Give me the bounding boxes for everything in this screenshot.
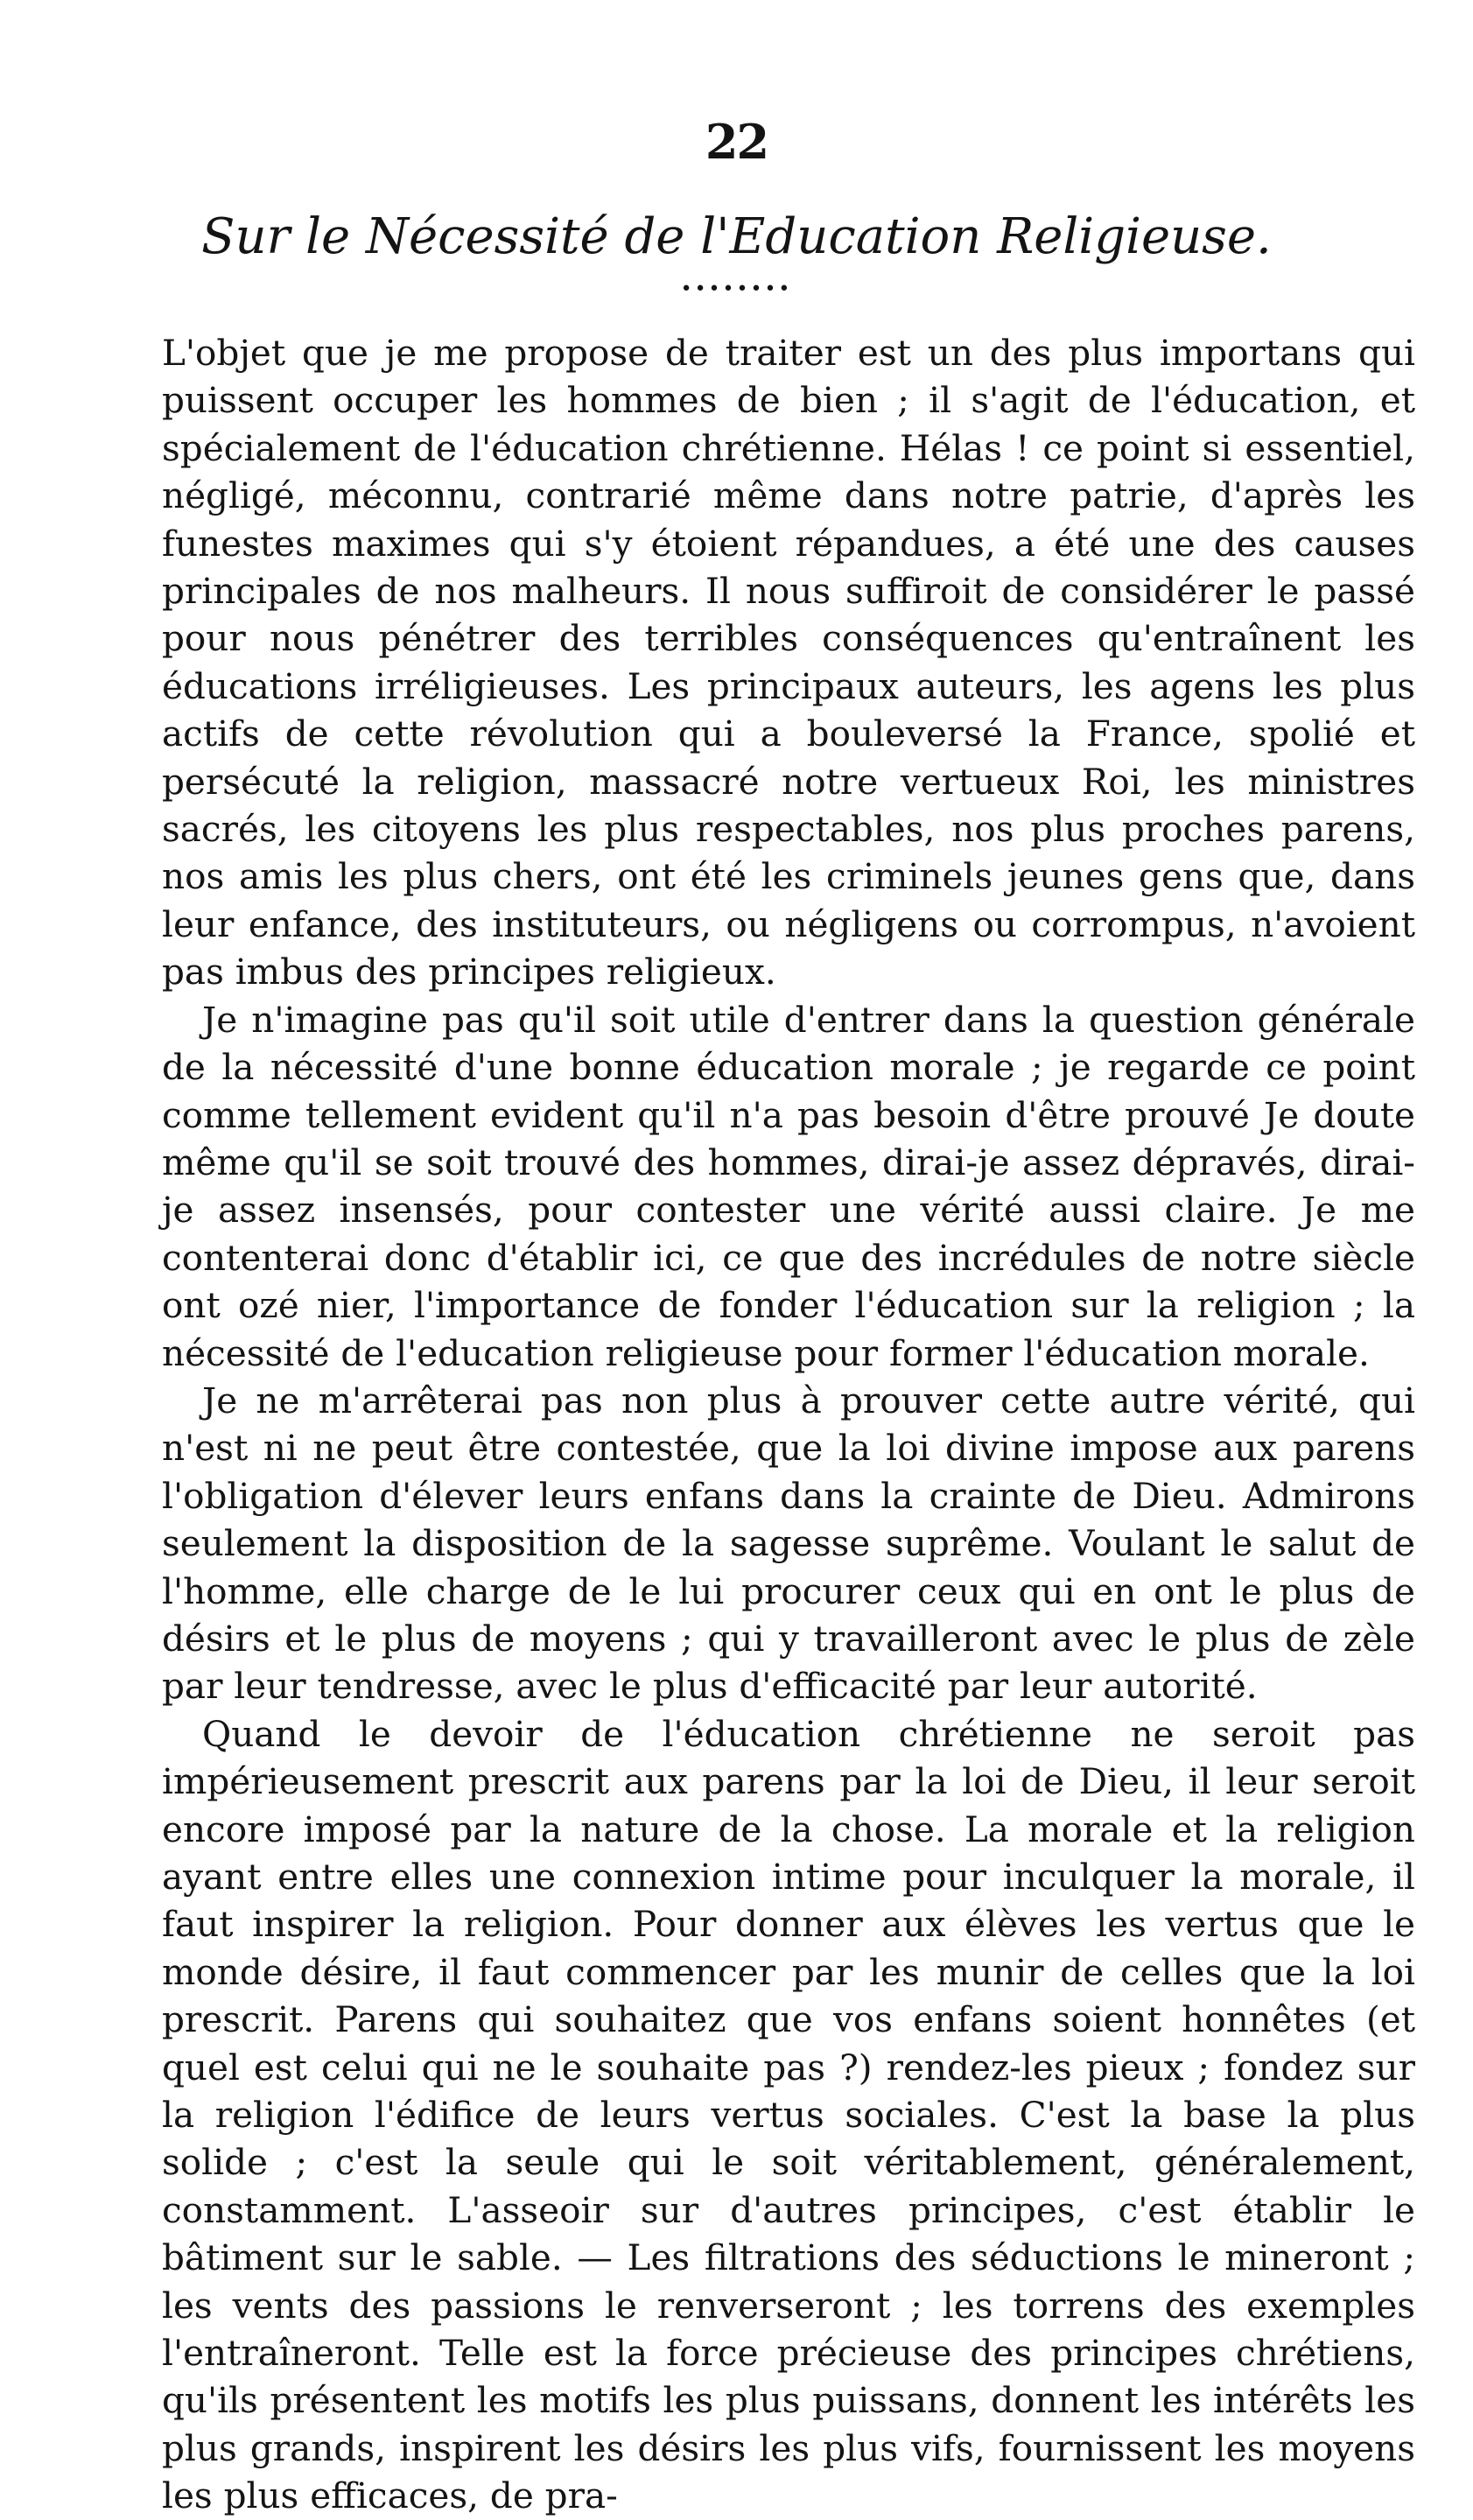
paragraph-2: Je n'imagine pas qu'il soit utile d'entrer dans la question générale de la nécessité d'une bonne éducation morale ; je regarde ce point comme tellement evident qu'il n'a pas besoin d'être prouvé Je doute même qu'il se soit trouvé des hommes, dirai-je assez dépravés, dirai-je assez insensés, pour contester une vérité aussi claire. Je me contenterai donc d'établir ici, ce que des incrédules de notre siècle ont ozé nier, l'importance de fonder l'éducation sur la religion ; la nécessité de l'education religieuse pour former l'éducation morale. <box>162 998 1415 1374</box>
body-text <box>162 329 1415 2520</box>
page-number: 22 <box>705 114 768 170</box>
paragraph-3: Je ne m'arrêterai pas non plus à prouver cette autre vérité, qui n'est ni ne peut être contestée, que la loi divine impose aux parens l'obligation d'élever leurs enfans dans la crainte de Dieu. Admirons seulement la disposition de la sagesse suprême. Voulant le salut de l'homme, elle charge de le lui procurer ceux qui en ont le plus de désirs et le plus de moyens ; qui y travailleront avec le plus de zèle par leur tendresse, avec le plus d'efficacité par leur autorité. <box>162 1379 1415 1708</box>
chapter-title: Sur le Nécessité de l'Education Religieuse. <box>201 208 1272 265</box>
paragraph-1: L'objet que je me propose de traiter est un des plus importans qui puissent occuper les hommes de bien ; il s'agit de l'éducation, et spécialement de l'éducation chrétienne. Hélas ! ce point si essentiel, négligé, méconnu, contrarié même dans notre patrie, d'après les funestes maximes qui s'y étoient répandues, a été une des causes principales de nos malheurs. Il nous suffiroit de considérer le passé pour nous pénétrer des terribles conséquences qu'entraînent les éducations irréligieuses. Les principaux auteurs, les agens les plus actifs de cette révolution qui a bouleversé la France, spolié et persécuté la religion, massacré notre vertueux Roi, les ministres sacrés, les citoyens les plus respectables, nos plus proches parens, nos amis les plus chers, ont été les criminels jeunes gens que, dans leur enfance, des instituteurs, ou négligens ou corrompus, n'avoient pas imbus des principes religieux. <box>162 332 1415 993</box>
ornament-divider: •••••••• <box>680 278 793 300</box>
paragraph-4: Quand le devoir de l'éducation chrétienne ne seroit pas impérieusement prescrit aux parens par la loi de Dieu, il leur seroit encore imposé par la nature de la chose. La morale et la religion ayant entre elles une connexion intime pour inculquer la morale, il faut inspirer la religion. Pour donner aux élèves les vertus que le monde désire, il faut commencer par les munir de celles que la loi prescrit. Parens qui souhaitez que vos enfans soient honnêtes (et quel est celui qui ne le souhaite pas ?) rendez-les pieux ; fondez sur la religion l'édifice de leurs vertus sociales. C'est la base la plus solide ; c'est la seule qui le soit véritablement, généralement, constamment. L'asseoir sur d'autres principes, c'est établir le bâtiment sur le sable. — Les filtrations des séductions le mineront ; les vents des passions le renverseront ; les torrens des exemples l'entraîneront. Telle est la force précieuse des principes chrétiens, qu'ils présentent les motifs les plus puissans, donnent les intérêts les plus grands, inspirent les désirs les plus vifs, fournissent les moyens les plus efficaces, de pra- <box>162 1712 1415 2517</box>
